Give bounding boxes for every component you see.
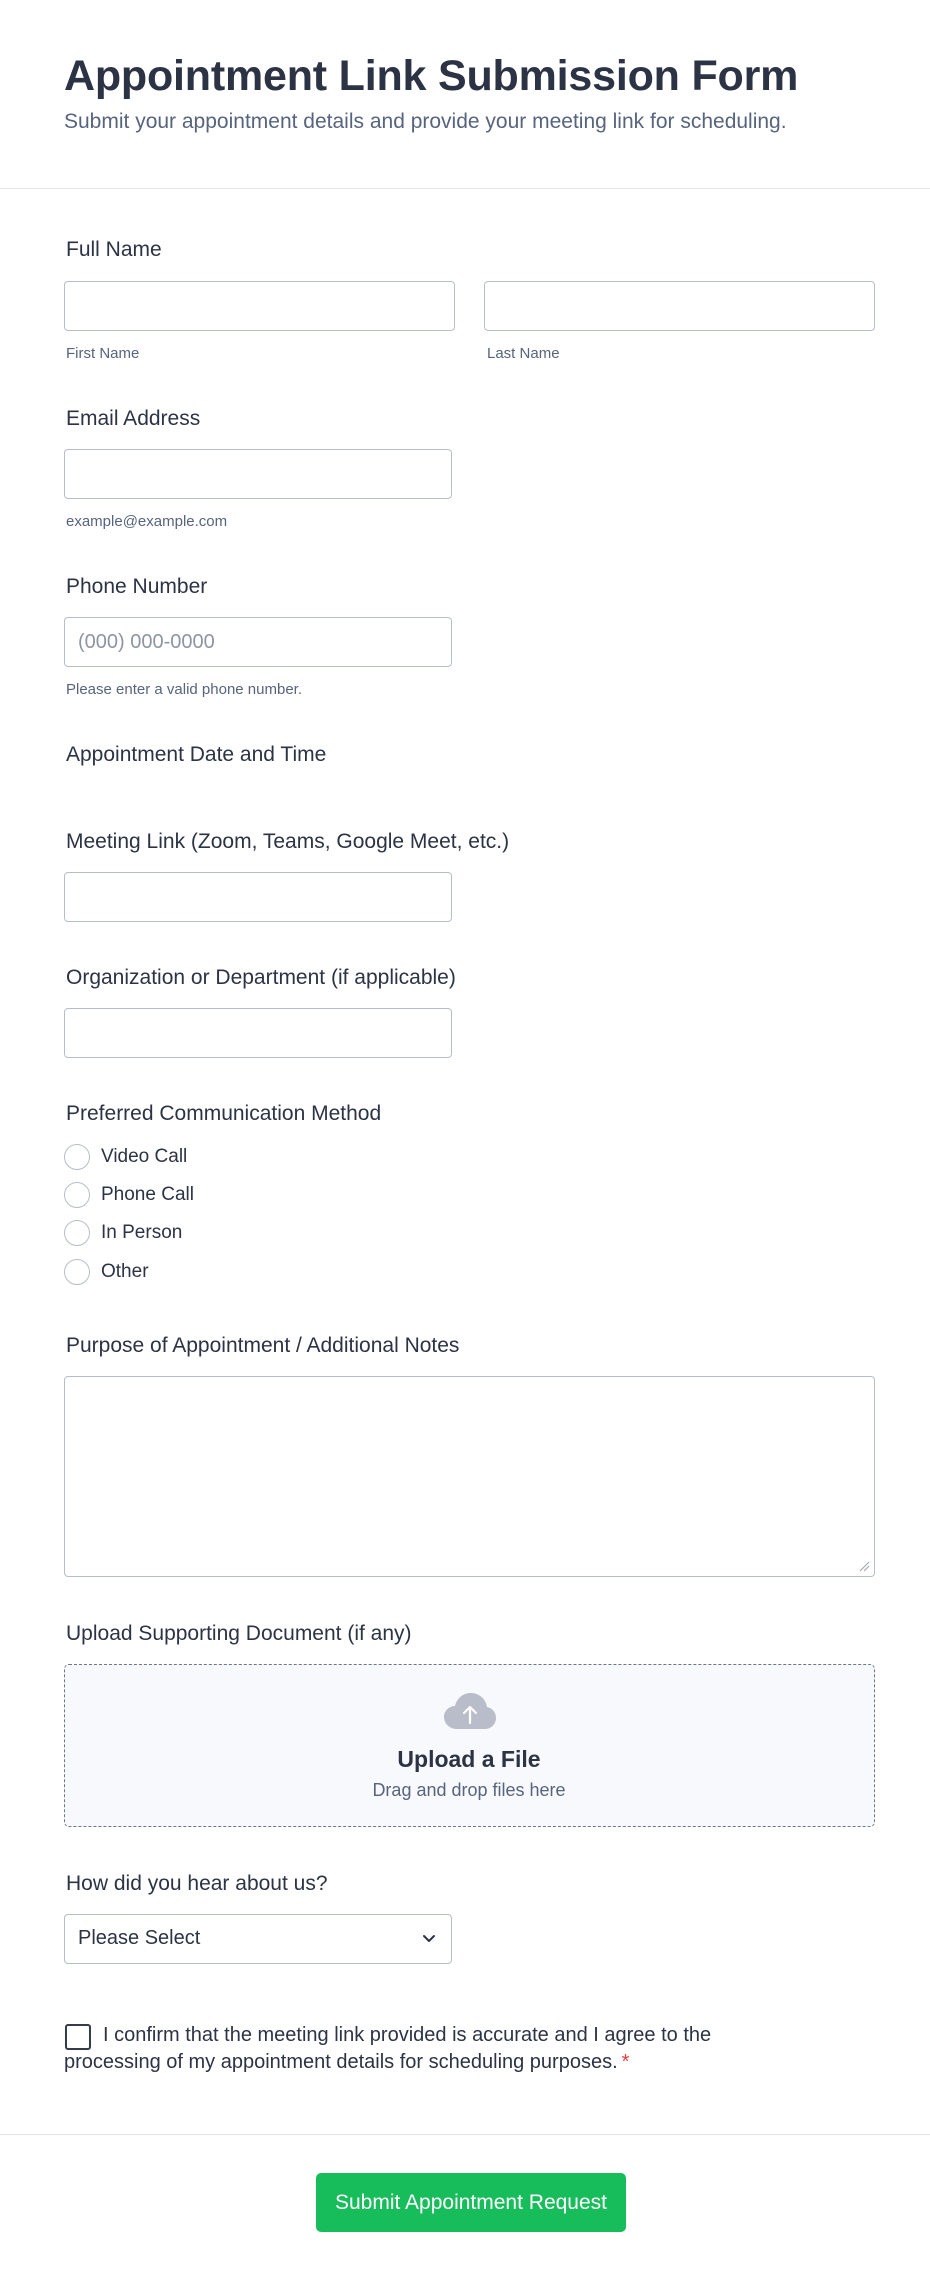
radio-circle[interactable]	[64, 1259, 90, 1285]
upload-title: Upload a File	[397, 1746, 541, 1772]
radio-circle[interactable]	[64, 1220, 90, 1246]
referral-select[interactable]	[64, 1914, 452, 1964]
file-upload-dropzone[interactable]	[64, 1664, 875, 1827]
radio-option-phone-call[interactable]	[64, 1181, 194, 1209]
referral-label: How did you hear about us?	[66, 1872, 328, 1895]
first-name-input[interactable]	[64, 281, 455, 331]
upload-hint: Drag and drop files here	[372, 1780, 566, 1800]
notes-textarea[interactable]	[64, 1376, 875, 1577]
required-asterisk: *	[621, 2051, 630, 2073]
appointment-datetime-label: Appointment Date and Time	[66, 743, 327, 766]
upload-label: Upload Supporting Document (if any)	[66, 1622, 412, 1645]
organization-input[interactable]	[64, 1008, 452, 1058]
email-sublabel: example@example.com	[66, 513, 228, 530]
consent-text-line2	[64, 2051, 629, 2074]
resize-handle-icon[interactable]	[858, 1560, 870, 1572]
submit-button[interactable]: Submit Appointment Request	[316, 2173, 626, 2232]
cloud-upload-icon	[443, 1691, 497, 1731]
meeting-link-input[interactable]	[64, 872, 452, 922]
phone-input[interactable]	[64, 617, 452, 667]
first-name-sublabel: First Name	[66, 345, 140, 362]
last-name-input[interactable]	[484, 281, 875, 331]
radio-label: Video Call	[101, 1146, 188, 1167]
full-name-label: Full Name	[66, 238, 162, 261]
consent-text-line1: I confirm that the meeting link provided is accurate and I agree to the	[103, 2024, 712, 2046]
email-input[interactable]	[64, 449, 452, 499]
phone-sublabel: Please enter a valid phone number.	[66, 681, 302, 698]
form-header	[0, 0, 930, 189]
radio-label: Phone Call	[101, 1184, 194, 1205]
radio-option-video-call[interactable]	[64, 1143, 187, 1171]
email-label: Email Address	[66, 407, 201, 430]
radio-label: In Person	[101, 1222, 183, 1243]
phone-label: Phone Number	[66, 575, 208, 598]
consent-text-line2-content: processing of my appointment details for scheduling purposes.	[64, 2051, 618, 2073]
radio-circle[interactable]	[64, 1144, 90, 1170]
notes-label: Purpose of Appointment / Additional Notes	[66, 1334, 460, 1357]
radio-circle[interactable]	[64, 1182, 90, 1208]
select-value: Please Select	[78, 1927, 201, 1949]
organization-label: Organization or Department (if applicable)	[66, 966, 456, 989]
form-subtitle: Submit your appointment details and provide your meeting link for scheduling.	[64, 110, 787, 133]
radio-label: Other	[101, 1261, 149, 1282]
chevron-down-icon	[421, 1933, 437, 1945]
radio-option-in-person[interactable]	[64, 1219, 182, 1247]
last-name-sublabel: Last Name	[487, 345, 560, 362]
form-title: Appointment Link Submission Form	[64, 52, 799, 100]
communication-method-label: Preferred Communication Method	[66, 1102, 382, 1125]
meeting-link-label: Meeting Link (Zoom, Teams, Google Meet, etc.)	[66, 830, 510, 853]
footer-divider	[0, 2134, 930, 2135]
radio-option-other[interactable]	[64, 1258, 149, 1286]
consent-checkbox[interactable]	[65, 2024, 91, 2050]
